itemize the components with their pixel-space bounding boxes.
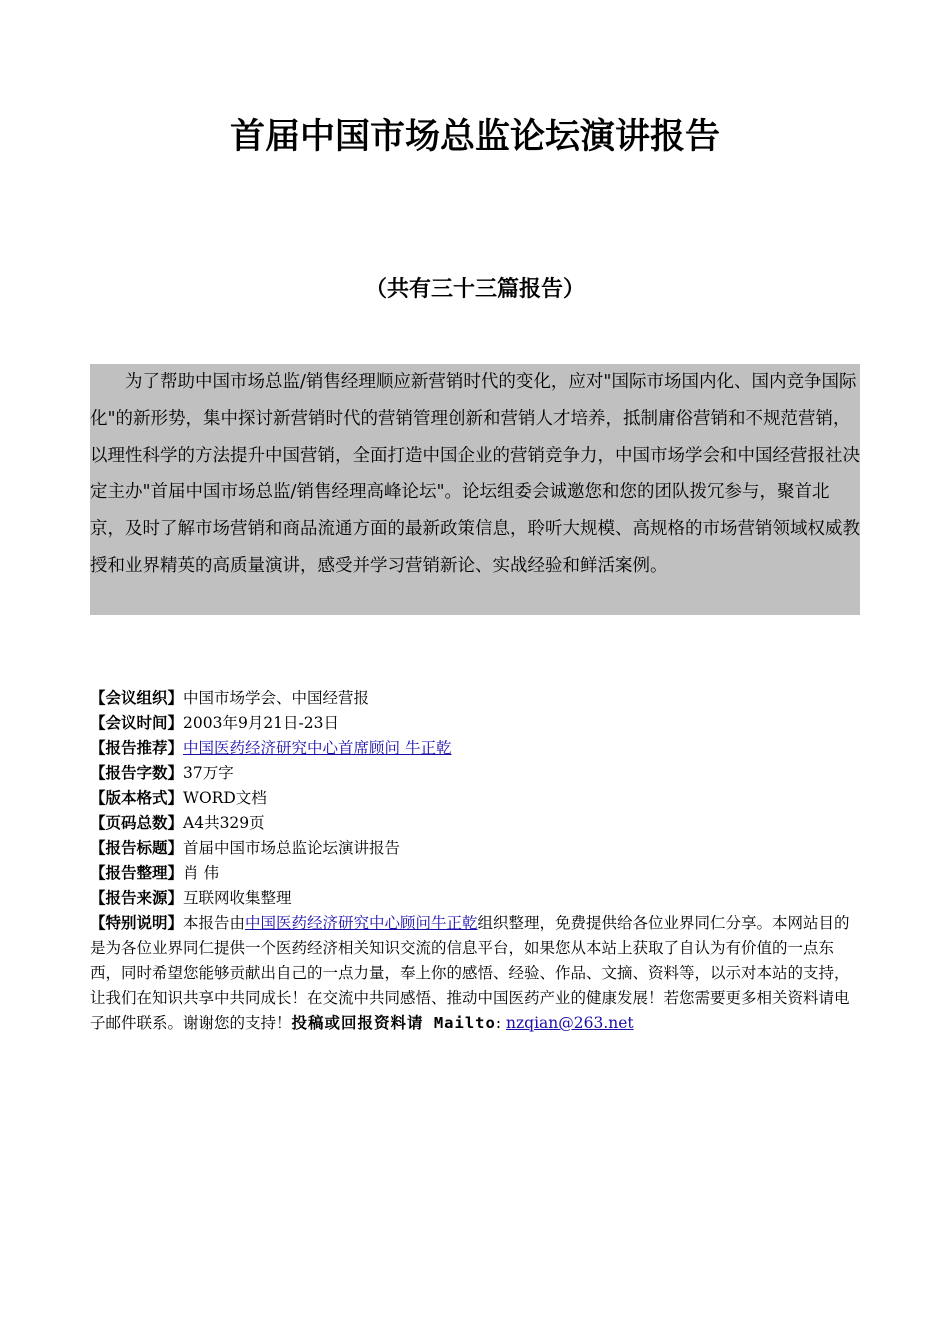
info-row-report-title bbox=[90, 836, 862, 861]
note-text: 本报告由 bbox=[183, 914, 246, 932]
note-bold-text: 投稿或回报资料请 Mailto bbox=[291, 1014, 496, 1032]
info-row-special-note bbox=[90, 911, 862, 1036]
document-subtitle: （共有三十三篇报告） bbox=[364, 277, 585, 302]
intro-paragraph: 为了帮助中国市场总监/销售经理顺应新营销时代的变化，应对"国际市场国内化、国内竞争国际化"的新形势，集中探讨新营销时代的营销管理创新和营销人才培养，抵制庸俗营销和不规范营销，以理性科学的方法提升中国营销，全面打造中国企业的营销竞争力，中国市场学会和中国经营报社决定主办"首届中国市场总监/销售经理高峰论坛"。论坛组委会诚邀您和您的团队拨冗参与，聚首北京，及时了解市场营销和商品流通方面的最新政策信息，聆听大规模、高规格的市场营销领域权威教授和业界精英的高质量演讲，感受并学习营销新论、实战经验和鲜活案例。 bbox=[90, 364, 860, 615]
info-key: 【会议时间】 bbox=[90, 714, 184, 732]
info-key: 【页码总数】 bbox=[90, 814, 184, 832]
note-text: 组织整理，免费提供给各位业界同仁分享。本网站目的是为各位业界同仁提供一个医药经济相关知识交流的信息平台，如果您从本站上获取了自认为有价值的一点东西，同时希望您能够贡献出自己的一点力量，奉上你的感悟、经验、作品、文摘、资料等，以示对本站的支持，让我们在知识共享中共同成长！在交流中共同感悟、推动中国医药产业的健康发展！若您需要更多相关资料请电子邮件联系。谢谢您的支持！ bbox=[90, 914, 850, 1032]
email-link[interactable]: nzqian@263.net bbox=[506, 1014, 634, 1032]
info-key: 【报告整理】 bbox=[90, 864, 184, 882]
info-value: A4共329页 bbox=[183, 814, 265, 832]
note-colon: : bbox=[495, 1014, 502, 1032]
info-key: 【报告推荐】 bbox=[90, 739, 184, 757]
info-value: WORD文档 bbox=[183, 789, 267, 807]
info-value: 中国市场学会、中国经营报 bbox=[183, 689, 370, 707]
info-row-recommend bbox=[90, 736, 862, 761]
report-info-block bbox=[90, 686, 862, 1036]
info-value: 首届中国市场总监论坛演讲报告 bbox=[183, 839, 401, 857]
info-key: 【报告来源】 bbox=[90, 889, 184, 907]
info-row-wordcount bbox=[90, 761, 862, 786]
info-row-source bbox=[90, 886, 862, 911]
info-key: 【报告字数】 bbox=[90, 764, 184, 782]
info-value: 2003年9月21日-23日 bbox=[183, 714, 340, 732]
info-row-editor bbox=[90, 861, 862, 886]
info-row-organizer bbox=[90, 686, 862, 711]
info-key: 【报告标题】 bbox=[90, 839, 184, 857]
info-value: 37万字 bbox=[183, 764, 234, 782]
info-value: 互联网收集整理 bbox=[183, 889, 292, 907]
info-value: 肖 伟 bbox=[183, 864, 219, 882]
recommend-link[interactable]: 中国医药经济研究中心首席顾问 牛正乾 bbox=[183, 739, 452, 757]
info-row-pages bbox=[90, 811, 862, 836]
info-row-time bbox=[90, 711, 862, 736]
info-key: 【会议组织】 bbox=[90, 689, 184, 707]
info-row-format bbox=[90, 786, 862, 811]
info-key: 【版本格式】 bbox=[90, 789, 184, 807]
document-title: 首届中国市场总监论坛演讲报告 bbox=[229, 117, 720, 157]
info-key: 【特别说明】 bbox=[90, 914, 184, 932]
note-link[interactable]: 中国医药经济研究中心顾问牛正乾 bbox=[245, 914, 478, 932]
